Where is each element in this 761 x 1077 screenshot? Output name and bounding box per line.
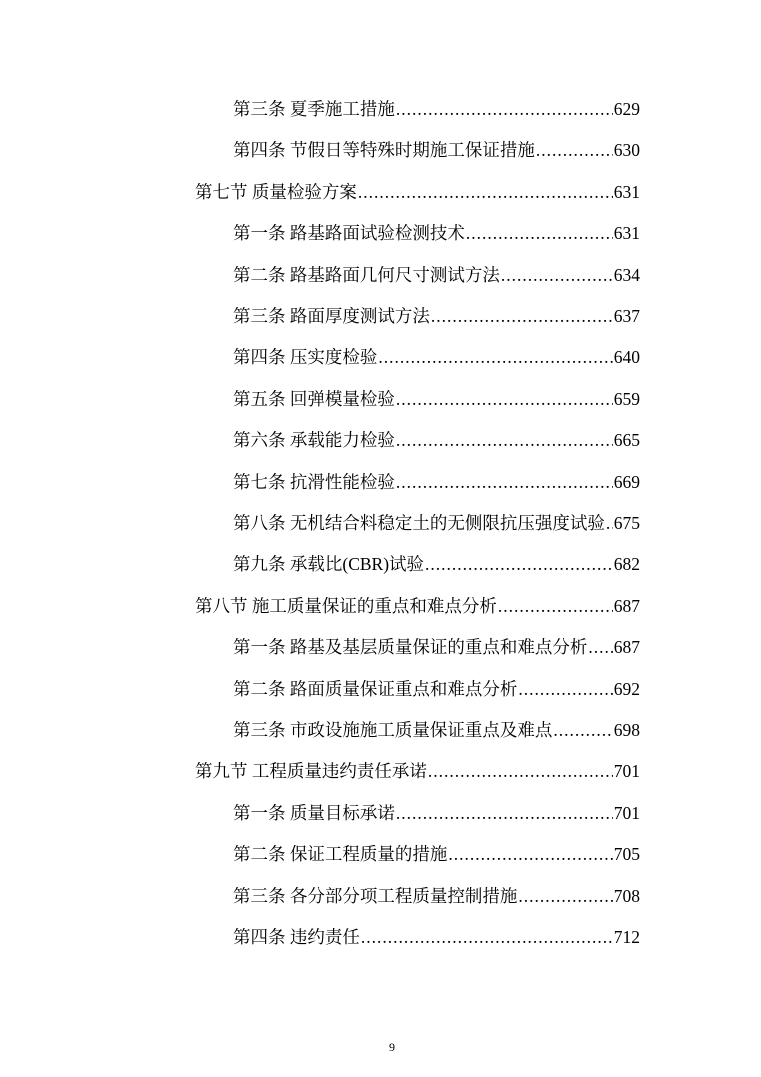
dot-leader	[588, 637, 612, 658]
toc-entry-title: 第三条 市政设施施工质量保证重点及难点	[233, 720, 553, 740]
toc-entry-page: 631	[613, 223, 640, 244]
toc-entry-page: 708	[613, 885, 640, 906]
toc-entry-title: 第七条 抗滑性能检验	[233, 471, 395, 492]
toc-article-entry[interactable]	[233, 800, 640, 828]
toc-section-entry[interactable]	[195, 758, 640, 786]
toc-entry-title: 第九节 工程质量违约责任承诺	[195, 761, 427, 782]
toc-entry-page: 637	[613, 306, 640, 326]
dot-leader	[553, 720, 612, 741]
toc-entry-page: 687	[613, 595, 640, 616]
toc-entry-page: 630	[613, 140, 640, 161]
toc-entry-page: 682	[613, 554, 640, 575]
dot-leader	[606, 513, 613, 534]
toc-entry-title: 第四条 压实度检验	[233, 347, 378, 368]
dot-leader	[358, 182, 613, 203]
toc-entry-title: 第一条 路基及基层质量保证的重点和难点分析	[233, 637, 588, 658]
toc-entry-title: 第八节 施工质量保证的重点和难点分析	[195, 595, 497, 616]
toc-article-entry[interactable]	[233, 883, 640, 911]
dot-leader	[466, 223, 613, 244]
toc-entry-page: 687	[613, 637, 640, 658]
toc-entry-page: 631	[613, 181, 640, 202]
toc-article-entry[interactable]	[233, 96, 640, 124]
dot-leader	[448, 844, 612, 865]
toc-section-entry[interactable]	[195, 179, 640, 207]
toc-entry-title: 第三条 夏季施工措施	[233, 99, 395, 119]
toc-entry-page: 701	[613, 761, 640, 782]
dot-leader	[396, 430, 613, 451]
dot-leader	[501, 265, 613, 286]
toc-article-entry[interactable]	[233, 386, 640, 414]
toc-article-entry[interactable]	[233, 469, 640, 497]
toc-entry-page: 629	[613, 99, 640, 119]
toc-article-entry[interactable]	[233, 344, 640, 372]
dot-leader	[518, 679, 612, 700]
dot-leader	[428, 761, 613, 782]
toc-entry-page: 669	[613, 471, 640, 492]
dot-leader	[361, 927, 613, 948]
toc-entry-page: 665	[613, 430, 640, 451]
toc-entry-title: 第四条 违约责任	[233, 927, 360, 947]
toc-article-entry[interactable]	[233, 924, 640, 952]
toc-entry-title: 第二条 路基路面几何尺寸测试方法	[233, 264, 500, 285]
dot-leader	[396, 803, 613, 824]
toc-entry-title: 第四条 节假日等特殊时期施工保证措施	[233, 140, 535, 161]
toc-entry-title: 第六条 承载能力检验	[233, 430, 395, 451]
toc-entry-page: 692	[613, 678, 640, 699]
toc-section-entry[interactable]	[195, 593, 640, 621]
toc-article-entry[interactable]	[233, 676, 640, 704]
dot-leader	[431, 306, 613, 327]
toc-entry-page: 659	[613, 388, 640, 409]
toc-article-entry[interactable]	[233, 137, 640, 165]
toc-entry-page: 698	[613, 720, 640, 740]
toc-entry-title: 第一条 质量目标承诺	[233, 802, 395, 823]
dot-leader	[518, 886, 612, 907]
toc-article-entry[interactable]	[233, 634, 640, 662]
toc-entry-page: 705	[613, 844, 640, 865]
dot-leader	[396, 389, 613, 410]
dot-leader	[396, 472, 613, 493]
toc-article-entry[interactable]	[233, 220, 640, 248]
toc-entry-title: 第二条 路面质量保证重点和难点分析	[233, 678, 518, 699]
toc-entry-title: 第九条 承载比(CBR)试验	[233, 554, 425, 575]
toc-article-entry[interactable]	[233, 510, 640, 538]
toc-entry-page: 712	[613, 927, 640, 947]
page-number: 9	[389, 1040, 395, 1054]
dot-leader	[396, 99, 613, 120]
toc-entry-title: 第七节 质量检验方案	[195, 181, 357, 202]
toc-entry-page: 675	[613, 513, 640, 533]
toc-entry-page: 640	[613, 347, 640, 368]
dot-leader	[378, 347, 612, 368]
toc-entry-title: 第二条 保证工程质量的措施	[233, 844, 448, 865]
toc-entry-page: 634	[613, 264, 640, 285]
toc-entry-title: 第八条 无机结合料稳定土的无侧限抗压强度试验	[233, 513, 605, 533]
toc-entry-title: 第三条 路面厚度测试方法	[233, 306, 430, 326]
dot-leader	[498, 596, 613, 617]
toc-article-entry[interactable]	[233, 262, 640, 290]
dot-leader	[536, 140, 613, 161]
toc-article-entry[interactable]	[233, 551, 640, 579]
toc-entry-title: 第五条 回弹模量检验	[233, 388, 395, 409]
toc-article-entry[interactable]	[233, 717, 640, 745]
toc-article-entry[interactable]	[233, 303, 640, 331]
toc-article-entry[interactable]	[233, 841, 640, 869]
toc-entry-page: 701	[613, 802, 640, 823]
dot-leader	[425, 554, 613, 575]
toc-article-entry[interactable]	[233, 427, 640, 455]
toc-entry-title: 第三条 各分部分项工程质量控制措施	[233, 885, 518, 906]
toc-entry-title: 第一条 路基路面试验检测技术	[233, 223, 465, 244]
